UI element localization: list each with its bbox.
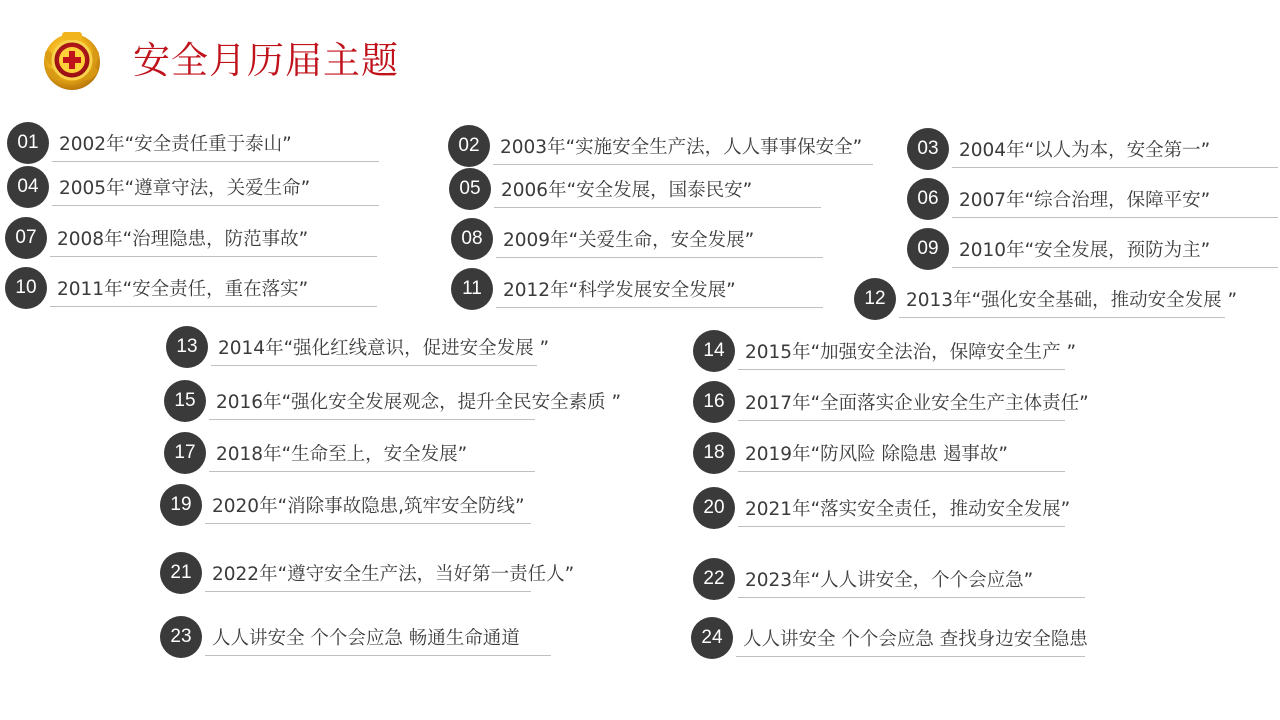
- theme-number-badge: 15: [164, 380, 206, 422]
- theme-text: 2013年“强化安全基础，推动安全发展 ”: [906, 290, 1238, 311]
- theme-text: 2015年“加强安全法治，保障安全生产 ”: [745, 342, 1077, 363]
- safety-emblem-logo: [40, 28, 104, 92]
- underline: [205, 655, 551, 656]
- theme-text: 2022年“遵守安全生产法，当好第一责任人”: [212, 564, 575, 585]
- underline: [52, 205, 379, 206]
- theme-text: 2016年“强化安全发展观念，提升全民安全素质 ”: [216, 392, 622, 413]
- theme-text: 2014年“强化红线意识，促进安全发展 ”: [218, 338, 550, 359]
- theme-text: 2003年“实施安全生产法，人人事事保安全”: [500, 137, 863, 158]
- underline: [738, 597, 1085, 598]
- theme-number-badge: 09: [907, 228, 949, 270]
- theme-text: 2012年“科学发展安全发展”: [503, 280, 736, 301]
- theme-number-badge: 06: [907, 178, 949, 220]
- underline: [205, 523, 531, 524]
- theme-text: 2020年“消除事故隐患,筑牢安全防线”: [212, 496, 525, 517]
- theme-number-badge: 02: [448, 125, 490, 167]
- theme-number-badge: 01: [7, 122, 49, 164]
- theme-number-badge: 13: [166, 326, 208, 368]
- theme-number-badge: 23: [160, 616, 202, 658]
- theme-number-badge: 24: [691, 617, 733, 659]
- underline: [736, 656, 1085, 657]
- underline: [899, 317, 1225, 318]
- theme-text: 2011年“安全责任，重在落实”: [57, 279, 309, 300]
- underline: [205, 591, 531, 592]
- theme-number-badge: 12: [854, 278, 896, 320]
- theme-number-badge: 07: [5, 217, 47, 259]
- page-title: 安全月历届主题: [133, 39, 399, 82]
- underline: [952, 267, 1278, 268]
- underline: [494, 207, 821, 208]
- underline: [952, 217, 1278, 218]
- theme-text: 2002年“安全责任重于泰山”: [59, 134, 292, 155]
- theme-text: 2004年“以人为本，安全第一”: [959, 140, 1211, 161]
- theme-number-badge: 19: [160, 484, 202, 526]
- theme-number-badge: 08: [451, 218, 493, 260]
- theme-text: 人人讲安全 个个会应急 畅通生命通道: [212, 628, 520, 649]
- theme-text: 2007年“综合治理，保障平安”: [959, 190, 1211, 211]
- theme-number-badge: 03: [907, 128, 949, 170]
- theme-text: 2010年“安全发展，预防为主”: [959, 240, 1211, 261]
- theme-number-badge: 20: [693, 487, 735, 529]
- underline: [738, 471, 1065, 472]
- theme-number-badge: 10: [5, 267, 47, 309]
- underline: [496, 307, 823, 308]
- theme-text: 2006年“安全发展，国泰民安”: [501, 180, 753, 201]
- underline: [738, 420, 1065, 421]
- theme-number-badge: 04: [7, 166, 49, 208]
- underline: [209, 419, 535, 420]
- theme-number-badge: 05: [449, 168, 491, 210]
- theme-text: 2023年“人人讲安全，个个会应急”: [745, 570, 1034, 591]
- theme-number-badge: 16: [693, 381, 735, 423]
- underline: [50, 256, 377, 257]
- underline: [738, 369, 1065, 370]
- theme-text: 2005年“遵章守法，关爱生命”: [59, 178, 311, 199]
- theme-text: 2017年“全面落实企业安全生产主体责任”: [745, 393, 1089, 414]
- underline: [952, 167, 1278, 168]
- underline: [211, 365, 537, 366]
- theme-number-badge: 21: [160, 552, 202, 594]
- theme-number-badge: 22: [693, 558, 735, 600]
- theme-text: 人人讲安全 个个会应急 查找身边安全隐患: [743, 629, 1088, 650]
- underline: [50, 306, 377, 307]
- underline: [496, 257, 823, 258]
- underline: [209, 471, 535, 472]
- theme-text: 2019年“防风险 除隐患 遏事故”: [745, 444, 1009, 465]
- theme-number-badge: 18: [693, 432, 735, 474]
- theme-number-badge: 14: [693, 330, 735, 372]
- theme-number-badge: 11: [451, 268, 493, 310]
- theme-text: 2018年“生命至上，安全发展”: [216, 444, 468, 465]
- underline: [52, 161, 379, 162]
- theme-text: 2021年“落实安全责任，推动安全发展”: [745, 499, 1071, 520]
- theme-number-badge: 17: [164, 432, 206, 474]
- theme-text: 2008年“治理隐患，防范事故”: [57, 229, 309, 250]
- theme-text: 2009年“关爱生命，安全发展”: [503, 230, 755, 251]
- underline: [493, 164, 873, 165]
- underline: [738, 526, 1065, 527]
